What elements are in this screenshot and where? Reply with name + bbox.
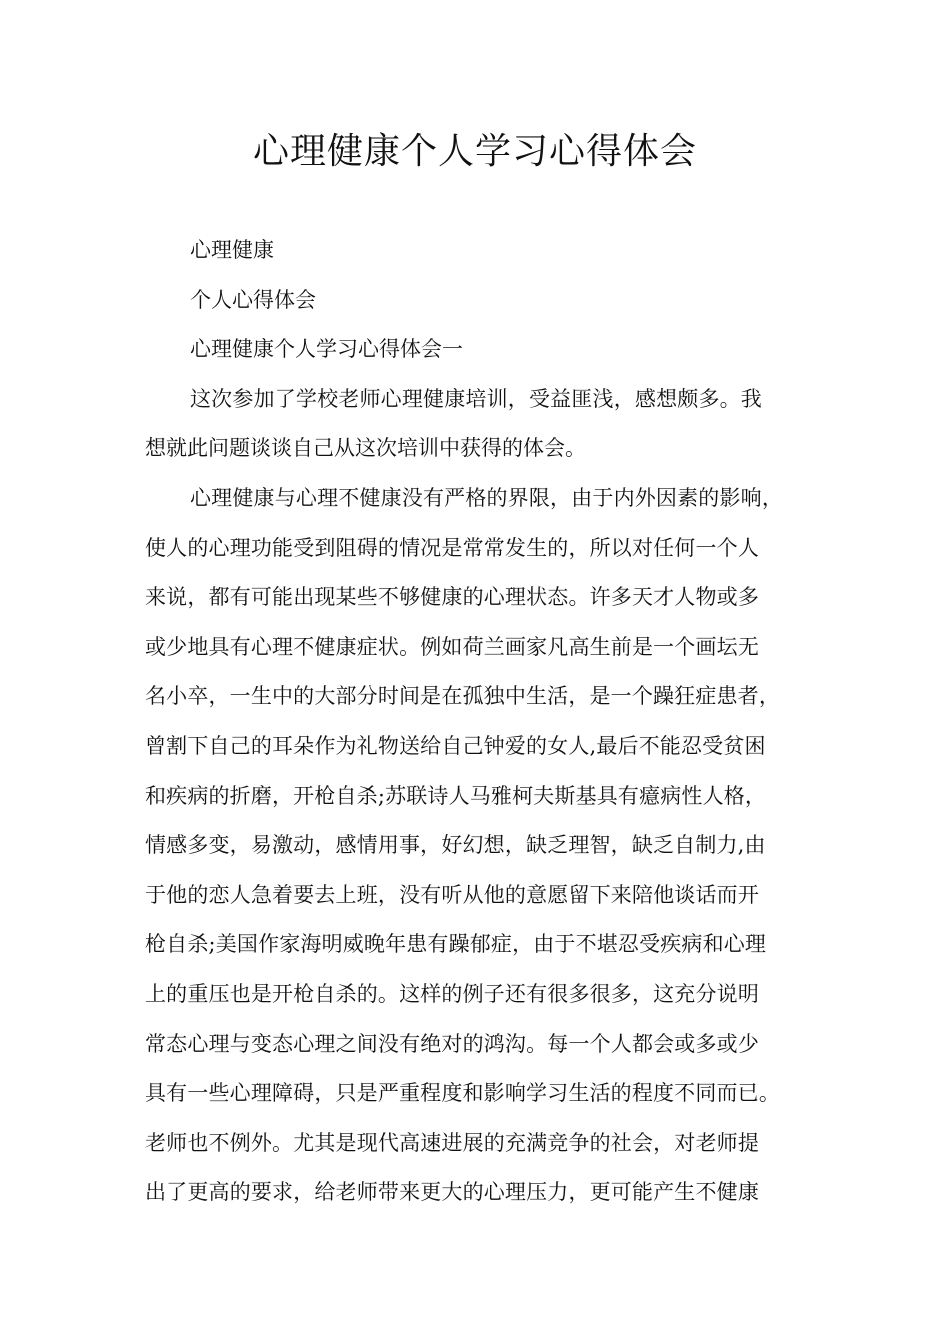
text-line: 想就此问题谈谈自己从这次培训中获得的体会。 [145, 436, 586, 461]
text-line: 这次参加了学校老师心理健康培训，受益匪浅，感想颇多。我 [190, 386, 762, 411]
text-line: 上的重压也是开枪自杀的。这样的例子还有很多很多，这充分说明 [145, 981, 759, 1006]
document-title: 心理健康个人学习心得体会 [252, 131, 697, 172]
text-line: 老师也不例外。尤其是现代高速进展的充满竞争的社会，对老师提 [145, 1130, 759, 1155]
text-line: 情感多变，易激动，感情用事，好幻想，缺乏理智，缺乏自制力,由 [145, 833, 766, 858]
text-line: 心理健康 [190, 238, 274, 262]
text-line: 心理健康个人学习心得体会一 [190, 337, 463, 362]
text-line: 具有一些心理障碍，只是严重程度和影响学习生活的程度不同而已。 [145, 1081, 780, 1106]
text-line: 和疾病的折磨，开枪自杀;苏联诗人马雅柯夫斯基具有癔病性人格， [145, 783, 767, 808]
text-line: 或少地具有心理不健康症状。例如荷兰画家凡高生前是一个画坛无 [145, 634, 759, 659]
text-line: 于他的恋人急着要去上班，没有听从他的意愿留下来陪他谈话而开 [145, 882, 759, 907]
text-line: 名小卒，一生中的大部分时间是在孤独中生活，是一个躁狂症患者， [145, 684, 780, 709]
text-line: 常态心理与变态心理之间没有绝对的鸿沟。每一个人都会或多或少 [145, 1031, 759, 1056]
document-body [145, 226, 825, 1218]
text-line: 个人心得体会 [190, 287, 316, 312]
text-line: 来说，都有可能出现某些不够健康的心理状态。许多天才人物或多 [145, 585, 759, 610]
text-line: 出了更高的要求，给老师带来更大的心理压力，更可能产生不健康 [145, 1180, 759, 1205]
text-line: 使人的心理功能受到阻碍的情况是常常发生的，所以对任何一个人 [145, 535, 759, 560]
text-line: 枪自杀;美国作家海明威晚年患有躁郁症，由于不堪忍受疾病和心理 [145, 932, 767, 957]
text-line: 曾割下自己的耳朵作为礼物送给自己钟爱的女人,最后不能忍受贫困 [145, 733, 766, 758]
text-line: 心理健康与心理不健康没有严格的界限，由于内外因素的影响， [190, 485, 783, 510]
